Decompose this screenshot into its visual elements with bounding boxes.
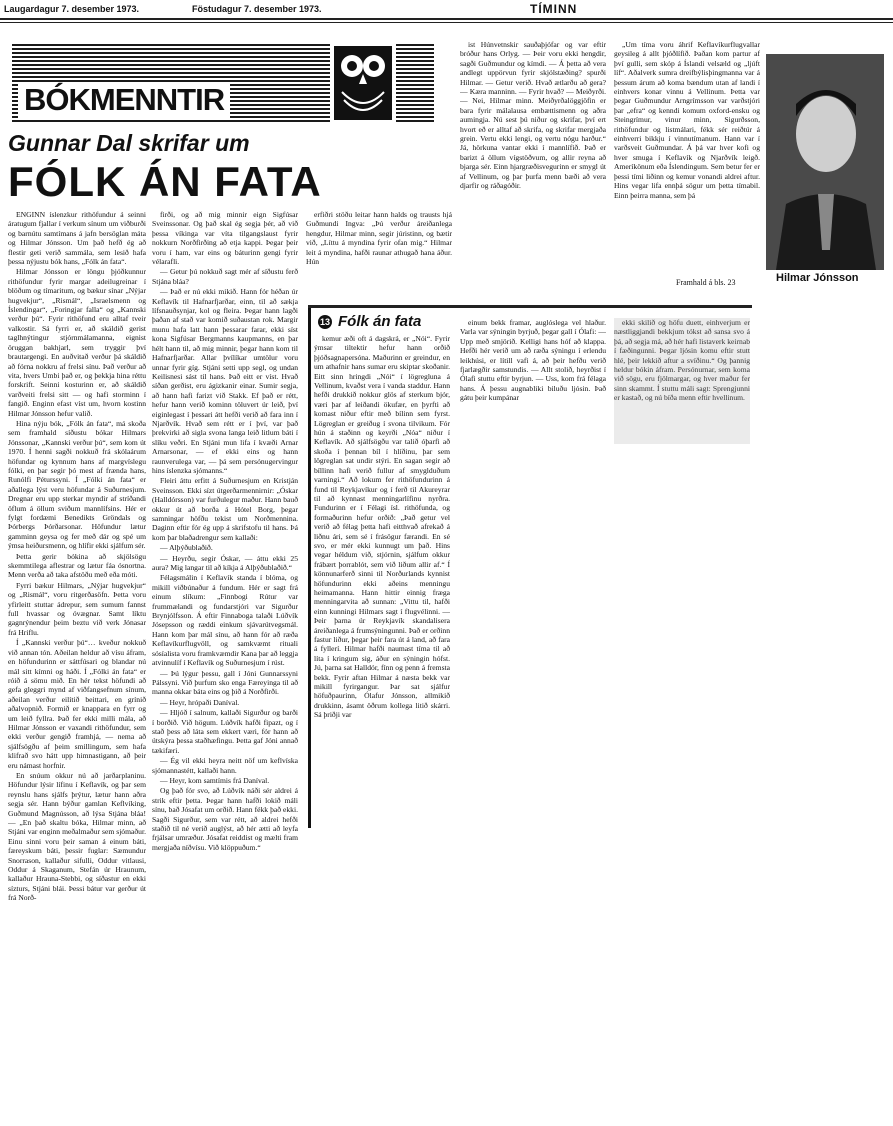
paragraph: erfiðri stöðu leitar hann halds og trausts hjá Guðmundi Ingva: „Þú verður áreiðanlega hengdur, Hilmar minn, segir júristinn, og bætir við, „Líttu á myndina fyrir ofan mig.“ Hilmar leit á myndina, hafði raunar athugað hana áður. Hún [306,210,452,267]
inset-number-badge: 13 [319,317,330,328]
continued-note: Framhald á bls. 23 [676,278,736,287]
paragraph: kemur æði oft á dagskrá, er „Nói“. Fyrir ýmsar tiltektir hefur hann orðið þjóðsagnapersóna. Maðurinn er greindur, en um athafnir hans sumar eru skiptar skoðanir. Eitt sinn hringdi „Nói“ í lögregluna á Vellinum, kvaðst vera í vanda staddur. Hann hefði drukkið nokkur glös af sterkum bjór, væri þar af leiðandi ökufær, en þyrfti að komast niður eftir með bílinn sem fyrst. Lögreglan er greiðug í svona tilvikum. Fór hún á staðinn og keyrði „Nóa“ niður í Keflavík. Að sjálfsögðu var talið óþarfi að skoða í þennan bíl í hlíðinu, þar sem lögreglan sat undir stýri. En sagan segir að bíllinn hafi verið fullur af smyglduðum varningi.“ Að lokum fer rithöfundurinn á fund til Reykjavíkur og í ferð til Akureyrar til að kynnast menningarlífinu nyrðra. Fundurinn er í Félagi ísl. rithöfunda, og formaðurinn hefur orðið: „Það getur vel verið að félag þetta hafi eitthvað afrekað á liðnu ári, sem sé í frásögur færandi. En sé svo, er mér ekki kunnugt um það. Hins vegar héldum við, stjórnin, sjálfum okkur frábært þorrablót, sem við liðum allir af.“ Í könnunarferð sinni til Norðurlands kynnist höfundurinn ekki aðeins menningu heimamanna. Hann hittir einnig fræga menningarvita að sunnan: „Vittu til, hafði einn kunningi Hilmars sagt í flugvélinni. — Þeir þarna úr Reykjavík skandalisera áreiðanlega á frumsýningunni. Það er orðinn fastur liður, þegar þeir fara út á land, að fara á fyllerí. Hilmar hafði naumast tíma til að líta í kringum sig, áður en sýningin hófst. Jú, þarna sat Halldór, fínn og penn á fremsta bekk. Fyrir aftan Hilmar á næsta bekk var mikill fyrirgangur. Þar sat sjálfur höfuðpaurinn, Ólafur Jónsson, allmikið drukkinn, ásamt öðrum kollega litið skárri. Sá þriðji var [314,334,450,720]
header-rule-thin [0,22,893,23]
section-banner [12,44,434,122]
author-photo [766,54,884,270]
paragraph: — Ég vil ekki heyra neitt nöf um keflvíska sjómannastétt, kallaði hann. [152,756,298,775]
paragraph: — Heyr, hrópaði Daníval. [160,697,240,707]
article-column-4 [460,40,606,302]
paragraph: Og það fór svo, að Lúðvík náði sér aldrei á strik eftir þetta. Þegar hann hafði lokið máli sínu, bað Jósafat um orðið. Hann fékk það ekki. Sagði Sigurður, sem var rétt, að aldrei hefði staðið til né verið auglýst, að hér ætti að leyfa frjálsar umræður. Jósafat reiddist og mælti fram mergjaða níðvísu. Við klöppuðum.“ [152,786,298,852]
article-column-3 [306,210,452,300]
inset-column-1 [314,334,450,824]
paragraph: Félagsmálin í Keflavík standa í blóma, og mikill viðbúnaður á fundum. Hér er sagt frá einum slíkum: „Finnbogi Rútur var frummælandi og fundarstjóri var Sigurður Brynjólfsson. Á eftir Finnaboga talaði Lúðvík Jósepsson og ræddi einkum sjávarútvegsmál. Hann kom þar mál sínu, að hann fór að ræða Keflavíkurflugvöll, og samkvæmt rituali sósíalista voru framkvæmdir Kana þar að leggja atvinnulíf í Keflavík og Suðurnesjum í rúst. [152,573,298,668]
article-column-5 [614,40,760,290]
paragraph: — Getur þú nokkuð sagt mér af síðustu ferð Stjána bláa? [152,267,298,286]
paragraph: Í „Kannski verður þú“… kveður nokkuð við annan tón. Aðeilan heldur að vísu áfram, en höfundurinn er sáttfúsari og blandar nú mál sitt kímni og háði. Í „Fólki án fata“ er róið á sömu mið. En hér tekst höfundi að gefa gleggri mynd af viðfangsefnum sínum, aðeilan verður eilítið beittari, en grínið aðalvopnið. Formið er knappara en fyrr og um leið fyllra. Það fer ekki milli mála, að Hilmar Jónsson er vaxandi rithöfundur, sem ekki verður gengið framhjá, — nema að sjálfsögðu af þeim smillingum, sem hafa klifrað svo hátt upp himnastigann, að þeir eru námast horfnir. [8,638,146,770]
paragraph: einum bekk framar, auglóslega vel hlaður. Varla var sýningin byrjuð, þegar gall í Ólafi: — Upp með smjörið. Kelligi hans hóf að klappa. Hefði hér verið um að ræða sýningu í erlendu leikhúsi, er lítill vafi á, að þeir hefðu verið fjarlægðir samstundis. — Allt stolið, heyrðist í Ólafi stuttu eftir byrjun. — Uss, kom frá félaga hans. Á þessu augnabliki biluðu ljósin. Það gátu þeir kumpánar [460,318,606,403]
article-column-2 [152,210,298,1120]
paragraph: — Heyr, kom samtímis frá Daníval. [160,775,270,785]
owl-logo [330,44,396,122]
paragraph: Fleiri áttu erfitt á Suðurnesjum en Kristján Sveinsson. Ekki sízt útgerðarmennirnir: „Óskar (Halldórsson) var furðulegur maður. Hann bauð okkur út að borða á Hótel Borg, þegar samningar höfðu tekist um Norðmennina. Daginn eftir fór ég upp á skrifstofu til hans. Þá kom þar blaðadrengur sem kallaði: [152,476,298,542]
photo-caption: Hilmar Jónsson [776,272,859,284]
paragraph: Hina nýju bók, „Fólk án fata“, má skoða sem framhald síðustu bókar Hilmars Jónssonar, „Kannski verður þú“, sem kom út 1970. Í henni sagði nokkuð frá skólaárum höfundar og kynnum hans af margvíslegu fólki, en þar segir þó mest af frænda hans, Runólfi Péturssyni. Í „Fólki án fata“ er aðallega lýst veru höfundar á Suðurnesjum. Dregnar eru upp sterkar myndir af stríðandi öflum á öllum sviðum mannlífsins. Hér er fylgt fordæmi Benedikts Gröndals og Þórbergs Þórðarsonar. Höfundur lætur gamminn geysa og fer með dár og spé um ýmsa heiðursmenn, og hlífir ekki sjálfum sér. [8,418,146,551]
header-rule [0,18,893,20]
masthead-left-date: Laugardagur 7. desember 1973. [4,4,140,14]
section-label: BÓKMENNTIR [18,82,230,118]
paragraph: Hilmar Jónsson er löngu þjóðkunnur rithöfundur fyrir margar adeilugreinar í blöðum og tímaritum, og bækur sínar „Nýjar hugvekjur“, „Rismál“, „Israelsmenn og Íslendingar“, „Foringjar falla“ og „Kannski verður þú“. Fyrir rithöfund eru alltaf tveir valkostir. Sá fyrri er, að skáldið gerist taglhnýtingur stjórnmálamanna, eignist öruggan bakhjarl, sem tryggir því brautargengi. En auðvitað verður þá skáldið að fórna nokkru af frelsi sínu. Það verður að vita, hvers Umbi það er, og þekkja hina réttu forskrift. Seinni kosturinn er, að skáldið varðveiti frelsi sitt — og hafi storminn í fangið. Enginn efast víst um, hvorn kostinn Hilmar Jónsson hefur valið. [8,267,146,418]
inset-column-2 [460,318,606,468]
paragraph: ekki skilið og höfu duett, einhverjum er næstliggjandi bekkjum tókst að sansa svo á þá, að segja má, að hér hafi listaverk keirnab í fæðingunni. Þegar ljósin komu eftir stutt hlé, þeir lekkið aftur a svíðinu.“ Og þannig heldur bókin áfram. Persónurnar, sem koma við sögu, eru fjölmargar, og hver maður fer sinn skammt. Í stuttu máli sagt: Sprengjunni er kastað, og nú bíða menn eftir hvellinum. [614,318,750,403]
paragraph: „Um tíma voru áhrif Keflavíkurflugvallar geysileg á allt þjóðlífið. Þaðan kom partur af því gulli, sem skóp á Íslandi velsæld og „ljúft líf“. Aðalverk sumra dreifbýlisþingmanna var á þessum árum að koma bændum utan af landi í einhvers konar vinnu á Vellinum. Þetta var þegar Guðmundur Arngrímsson var varðstjóri þar „efra“ og kenndi komum oxford-ensku og Steingrímur, vinur minn, Sigurðsson, rithöfundur og listmálari, fékk sér reiðtúr á einhverri bikkju í vinnutímanum. Hann var í varðsveit Guðmundar. Á þá var hver kofi og hver smuga í Keflavík og Njarðvík leigð. Ameríkönum eða Íslendingum. Sem betur fer er þessi tími liðinn og kemur vonandi aldrei aftur. Hins vegar lifa ennþá sögur um þetta tímabil. Einn þeirra manna, sem þá [614,40,760,200]
paragraph: — Það er nú ekki mikið. Hann fór héðan úr Keflavík til Hafnarfjarðar, einn, til að sækja lífsnauðsynjar, kol og fleira. Þegar hann lagði þaðan af stað var komið suðaustan rok. Margir munu hafa latt hann þessarar farar, ekki síst kona Sigfúsar Bergmanns kaupmanns, en þar hélt hann til, að mig minnir, þegar hann kom til Hafnarfjarðar. Allar þvílíkar umtölur voru unnar fyrir gíg. Stjáni setti upp segl, og undan Keilisnesi sást til hans. Það eitt er víst. Hvað síðan gerðist, eru ágizkanir einar. Sumir segja, að hann hafi farizt við Stakk. Ef það er rétt, hefur hann verið kominn töluvert úr leið, því eiginlegast í þessari átt hefði verið að fara inn í Njarðvík. Hvað sem rétt er í því, var það þrekvirki að sigla svona langa leið litlum báti í slíku veðri. En Stjáni mun lifa í kvæði Arnar Arnarsonar, — ef ekki eins og hann raunverulega var, — þá sem persónugervingur hins íslenzka sjómanns.“ [152,287,298,475]
masthead-paper-name: TÍMINN [530,2,578,16]
paragraph: ENGINN íslenzkur rithöfundur á seinni áratugum fjallar í verkum sínum um viðburði og barnútu samtímans á jafn bersöglan máta og Hilmar Jónsson. Um það hefð ég að flestir geti verið sammála, sem lesið hafa þessa nýjustu bók hans, „Fólk án fata“. [8,210,146,267]
paragraph: En snúum okkur nú að jarðarplaninu. Höfundur lýsir lífinu í Keflavík, og þar sem reynslu hans sjálfs þrýtur, lætur hann aðra segja sér. Hann býður gamlan Keflvíking, Guðmund Magnússon, að lýsa Stjána bláa! — „En það skaltu bóka, Hilmar minn, að Stjáni var enginn meðalmaður sem sjómaður. Einu sinni voru þeir saman á einum báti, færeyskum báti, þessir fuglar: Sæmundur Snorrason, kallaður sifulli, Oddur vitlausi, Oddur á Skaganum, Stefán úr Hraunum, kallaður Hrauna-Stebbi, og síðastur en ekki sízturs, Stjáni blái. Þessi bátur var gerður út frá Norð- [8,770,146,903]
paragraph: firði, og að mig minnir eign Sigfúsar Sveinssonar. Og það skal ég segja þér, að við þessa víkinga var víta tilgangslaust fyrir nokkurn Norðfirðing að etja kappi. Þegar þeir voru í ham, var eins og báturinn gengi fyrir vélarafli. [152,210,298,267]
byline: Gunnar Dal skrifar um [8,130,250,156]
paragraph: Fyrri bækur Hilmars, „Nýjar hugvekjur“ og „Rismál“, voru ritgerðasöfn. Þetta voru yfirleitt stuttar ádrepur, sem sumum fannst full hvassar og óvægnar. Samt líktu gagnrýnendur þeim beztu við verk Jónasar frá Hriflu. [8,580,146,637]
paragraph: — Hljóð í salnum, kallaði Sigurður og barði í borðið. Við högum. Lúðvík hafði fipazt, og í stað þess að láta sem ekkert væri, fór hann að útskýra þessa staðhæfingu. Þetta gaf Jóni annað tækifæri. [152,708,298,755]
inset-column-3 [614,318,750,444]
article-column-1 [8,210,146,1120]
paragraph: Þetta gerir bókina að skjölsögu skemmtilega aflestrar og lætur fáa ósnortna. Menn verða að taka afstöðu með eða móti. [8,551,146,580]
paragraph: — Þú lýgur þessu, gall í Jóni Gunnarssyni Pálssyni. Við þurfum sko enga Færeyinga til að manna okkar báta eins og þið á Norðfirði. [152,668,298,697]
paragraph: — Heyrðu, segir Óskar, — áttu ekki 25 aura? Mig langar til að kíkja á Alþýðublaðið.“ [152,553,298,573]
masthead-center-date: Föstudagur 7. desember 1973. [192,4,322,14]
inset-heading [318,313,421,330]
paragraph: — Alþýðublaðið. [160,543,213,553]
inset-top-rule [308,305,752,308]
inset-title: Fólk án fata [338,313,422,330]
paragraph: ist Húnvetnskir sauðaþjófar og var eftir bróður hans Orlyg. — Þeir voru ekki hengdir, sagði Guðmundur og kímdi. — Á þetta að vera andlegt uppörvun fyrir skjólstæðing? spurði Hilmar. — Getur verið. Hvað ætlarðu að gera? — Kæra manninn. — Fyrir hvað? — Meiðyrði. — Nei, Hilmar minn. Meiðyrðalöggjöfin er bara fyrir málalausa embættismenn og aðra aumingja. Nú sest þú niður og skrifar, því ert hvort eð er alltaf að skrifa, og skrifar mergjaða grein. Vertu ekki lengi, og vertu nógu harður.“ Já, hörkuna vantar ekki í mannlífið. Það er barizt á öllum vígstöðvum, og allir reyna að bjarga sér. Einn hjargræðisvegurinn er smygl út af Vellinum, og þar þurfa menn bæði að vera djarfir og ráðagóðir. [460,40,606,191]
headline: FÓLK ÁN FATA [8,158,322,205]
